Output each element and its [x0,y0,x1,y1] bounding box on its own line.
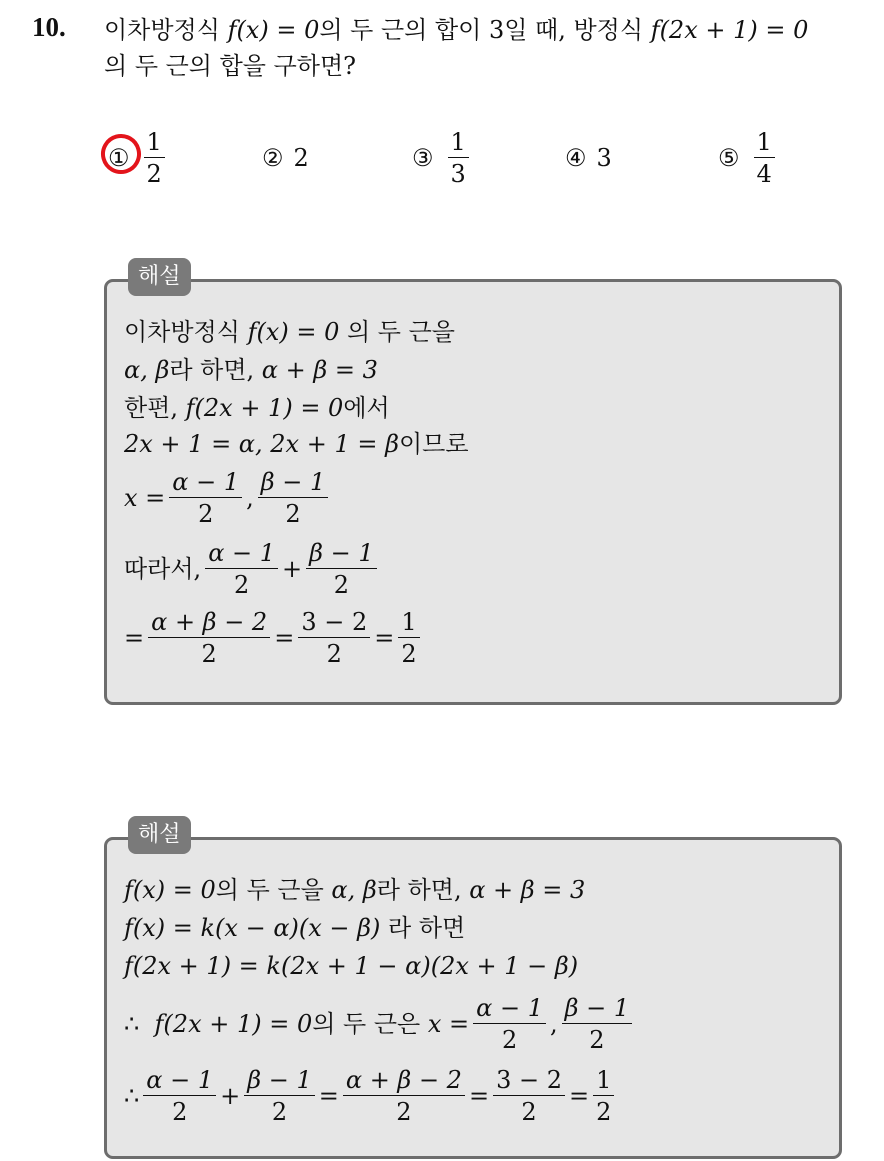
sol1-line-6: 따라서, $\frac{\alpha - 1}{2}$ + $\frac{\beta - 1}{2}$ [124,541,381,597]
fraction: $\frac{\alpha - 1}{2}$ [143,1068,216,1124]
choice-4[interactable] [565,128,612,188]
choice-fraction: $\frac{1}{3}$ [448,130,469,186]
fraction: $\frac{\beta - 1}{2}$ [258,470,329,526]
fraction: $\frac{\beta - 1}{2}$ [562,996,633,1052]
question-line-1 [104,14,808,46]
sol1-line-2: α, β 라 하면, α + β = 3 [124,356,378,384]
fraction: $\frac{\alpha + \beta - 2}{2}$ [148,610,270,666]
solution-tag-2: 해설 [128,816,191,854]
choice-fraction: $\frac{1}{2}$ [144,130,165,186]
sol2-line-2: f(x) = k(x − α)(x − β) 라 하면 [124,914,466,942]
fraction: $\frac{3 - 2}{2}$ [298,610,370,666]
sol2-line-3: f(2x + 1) = k(2x + 1 − α)(2x + 1 − β) [124,952,579,980]
sol1-line-3: 한편, f(2x + 1) = 0 에서 [124,394,390,422]
question-text: 의 두 근의 합이 3일 때, 방정식 [319,16,644,44]
choice-marker: ① [108,144,130,172]
sol2-line-1: f(x) = 0 의 두 근을 α, β 라 하면, α + β = 3 [124,876,586,904]
sol1-line-7: = $\frac{\alpha + \beta - 2}{2}$ = $\frac{3 - 2}{2}$ = $\frac{1}{2}$ [124,610,424,666]
sol2-line-4: ∴ f(2x + 1) = 0 의 두 근은 x = $\frac{\alpha - 1}{2}$ , $\frac{\beta - 1}{2}$ [124,996,636,1052]
choice-value: 3 [596,144,612,172]
choice-fraction: $\frac{1}{4}$ [754,130,775,186]
equation-f2x: f(2x + 1) = 0 [650,16,809,44]
choice-marker: ③ [412,144,434,172]
choice-marker: ② [262,144,284,172]
fraction: $\frac{\beta - 1}{2}$ [244,1068,315,1124]
fraction: $\frac{\beta - 1}{2}$ [306,541,377,597]
fraction: $\frac{3 - 2}{2}$ [493,1068,565,1124]
fraction: $\frac{\alpha - 1}{2}$ [473,996,546,1052]
fraction: $\frac{\alpha - 1}{2}$ [169,470,242,526]
fraction: $\frac{1}{2}$ [593,1068,614,1124]
sol2-line-5: ∴ $\frac{\alpha - 1}{2}$ + $\frac{\beta - 1}{2}$ = $\frac{\alpha + \beta - 2}{2}$ = $\frac{3 - 2}{2}$ = $\frac{1}{2}$ [124,1068,618,1124]
choice-marker: ④ [565,144,587,172]
sol1-line-1: 이차방정식 f(x) = 0 의 두 근을 [124,318,455,346]
question-number: 10. [32,12,66,42]
question-text: 이차방정식 [104,16,220,44]
sol1-line-4: 2x + 1 = α, 2x + 1 = β 이므로 [124,430,469,458]
fraction: $\frac{1}{2}$ [398,610,419,666]
choice-3[interactable] [412,128,473,188]
sol1-line-5: x = $\frac{\alpha - 1}{2}$ , $\frac{\beta - 1}{2}$ [124,470,332,526]
choice-5[interactable] [718,128,779,188]
choice-1[interactable] [108,128,169,188]
solution-tag-1: 해설 [128,258,191,296]
question-line-2: 의 두 근의 합을 구하면? [104,52,357,80]
choice-marker: ⑤ [718,144,740,172]
equation-fx: f(x) = 0 [227,16,320,44]
choice-2[interactable] [262,128,309,188]
choice-value: 2 [293,144,309,172]
fraction: $\frac{\alpha - 1}{2}$ [205,541,278,597]
fraction: $\frac{\alpha + \beta - 2}{2}$ [343,1068,465,1124]
